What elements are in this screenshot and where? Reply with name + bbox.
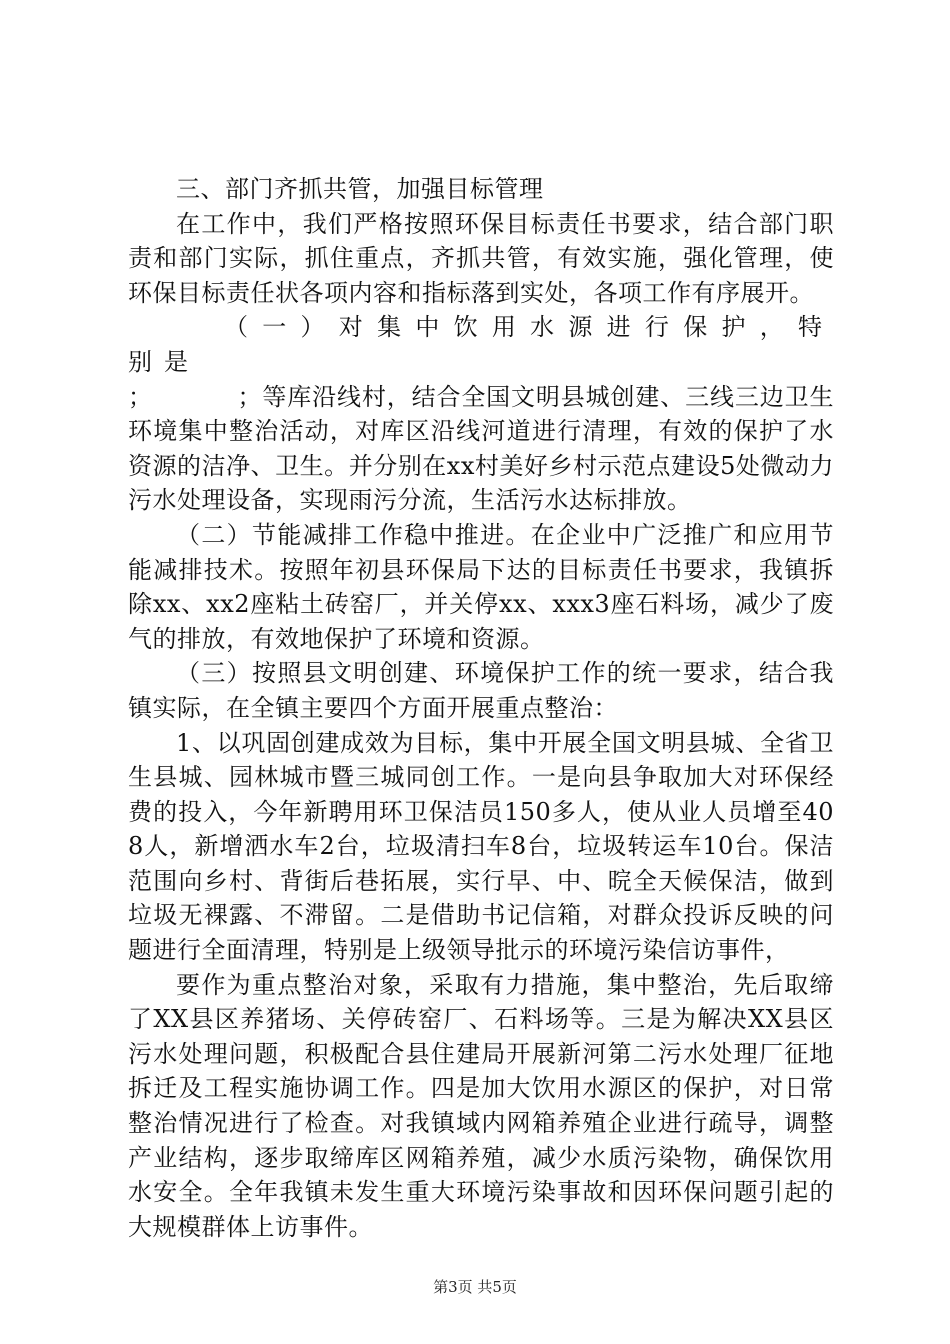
paragraph-intro: 在工作中，我们严格按照环保目标责任书要求，结合部门职责和部门实际，抓住重点，齐抓共管，有效实施，强化管理，使环保目标责任状各项内容和指标落到实处，各项工作有序展开。 <box>128 209 834 307</box>
paragraph-item-1-lead: （一）对集中饮用水源进行保护，特别是 <box>128 313 834 376</box>
section-heading: 三、部门齐抓共管，加强目标管理 <box>176 175 544 203</box>
page-number-footer: 第3页 共5页 <box>433 1278 517 1296</box>
paragraph-item-2: （二）节能减排工作稳中推进。在企业中广泛推广和应用节能减排技术。按照年初县环保局下达的目标责任书要求，我镇拆除xx、xx2座粘土砖窑厂，并关停xx、xxx3座石料场，减少了废气的排放，有效地保护了环境和资源。 <box>128 520 834 653</box>
paragraph-sub-item-1: 1、以巩固创建成效为目标，集中开展全国文明县城、全省卫生县城、园林城市暨三城同创工作。一是向县争取加大对环保经费的投入，今年新聘用环卫保洁员150多人，使从业人员增至408人，新增洒水车2台，垃圾清扫车8台，垃圾转运车10台。保洁范围向乡村、背街后巷拓展，实行早、中、晥全天候保洁，做到垃圾无裸露、不滞留。二是借助书记信箱，对群众投诉反映的问题进行全面清理，特别是上级领导批示的环境污染信访事件， <box>128 728 834 965</box>
paragraph-item-1-body: ； ；等库沿线村，结合全国文明县城创建、三线三边卫生环境集中整治活动，对库区沿线河道进行清理，有效的保护了水资源的洁净、卫生。并分别在xx村美好乡村示范点建设5处微动力污水处理设备，实现雨污分流，生活污水达标排放。 <box>128 382 834 515</box>
paragraph-continuation: 要作为重点整治对象，采取有力措施，集中整治，先后取缔了XX县区养猪场、关停砖窑厂、石料场等。三是为解决XX县区污水处理问题，积极配合县住建局开展新河第二污水处理厂征地拆迁及工程实施协调工作。四是加大饮用水源区的保护，对日常整治情况进行了检查。对我镇域内网箱养殖企业进行疏导，调整产业结构，逐步取缔库区网箱养殖，减少水质污染物，确保饮用水安全。全年我镇未发生重大环境污染事故和因环保问题引起的大规模群体上访事件。 <box>128 970 834 1241</box>
paragraph-item-3: （三）按照县文明创建、环境保护工作的统一要求，结合我镇实际，在全镇主要四个方面开展重点整治： <box>128 659 834 722</box>
document-body <box>128 172 834 1244</box>
